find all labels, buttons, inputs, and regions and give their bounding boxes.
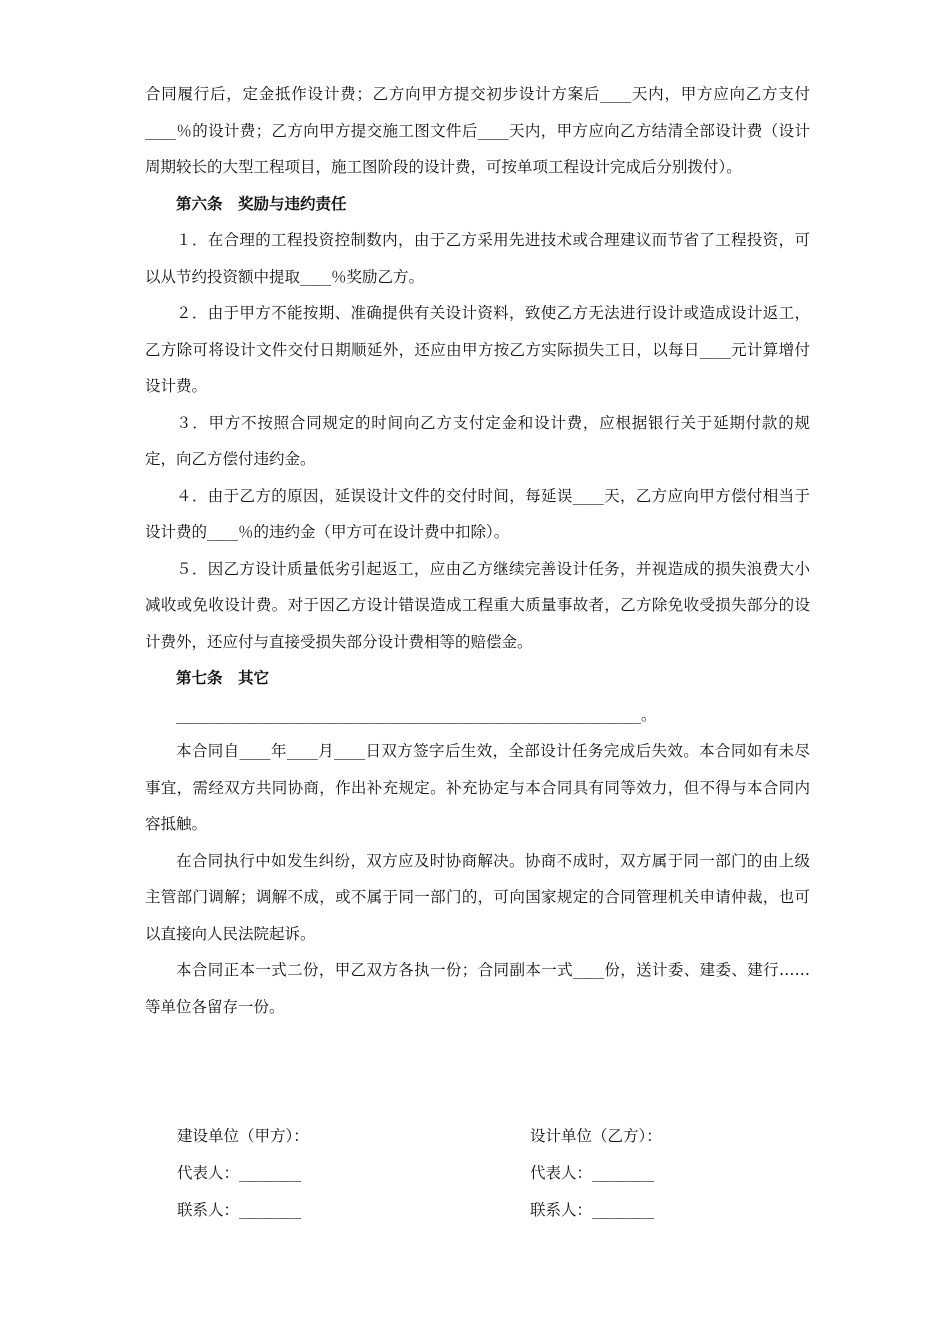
signature-row-unit bbox=[177, 1116, 777, 1153]
signature-row-contact bbox=[177, 1190, 777, 1227]
article-6-item-3: ３．甲方不按照合同规定的时间向乙方支付定金和设计费，应根据银行关于延期付款的规定，向乙方偿付违约金。 bbox=[145, 413, 810, 468]
effective-date-paragraph: 本合同自____年____月____日双方签字后生效，全部设计任务完成后失效。本合同如有未尽事宜，需经双方共同协商，作出补充规定。补充协定与本合同具有同等效力，但不得与本合同内容抵触。 bbox=[145, 742, 810, 833]
signature-row-representative bbox=[177, 1153, 777, 1190]
signature-block bbox=[177, 1116, 777, 1227]
party-b-unit-label: 设计单位（乙方）： bbox=[530, 1126, 662, 1145]
copies-paragraph: 本合同正本一式二份，甲乙双方各执一份；合同副本一式____份，送计委、建委、建行……等单位各留存一份。 bbox=[145, 961, 810, 1016]
article-6-item-4: ４．由于乙方的原因，延误设计文件的交付时间，每延误____天，乙方应向甲方偿付相当于设计费的____％的违约金（甲方可在设计费中扣除）。 bbox=[145, 486, 810, 541]
article-6-heading: 第六条 奖励与违约责任 bbox=[176, 194, 347, 213]
article-7-heading: 第七条 其它 bbox=[176, 669, 270, 687]
article-6-item-5: ５．因乙方设计质量低劣引起返工，应由乙方继续完善设计任务，并视造成的损失浪费大小减收或免收设计费。对于因乙方设计错误造成工程重大质量事故者，乙方除免收受损失部分的设计费外，还应付与直接受损失部分设计费相等的赔偿金。 bbox=[145, 559, 810, 651]
article-7-blank-line: ____________________________________________________________。 bbox=[176, 705, 657, 724]
payment-terms-paragraph: 合同履行后，定金抵作设计费；乙方向甲方提交初步设计方案后____天内，甲方应向乙方支付____％的设计费；乙方向甲方提交施工图文件后____天内，甲方应向乙方结清全部设计费（设计周期较长的大型工程项目，施工图阶段的设计费，可按单项工程设计完成后分别拨付）。 bbox=[145, 85, 810, 176]
contract-body bbox=[145, 76, 810, 1025]
party-b-representative: 代表人：________ bbox=[530, 1163, 655, 1182]
article-6-item-1: １．在合理的工程投资控制数内，由于乙方采用先进技术或合理建议而节省了工程投资，可以从节约投资额中提取____％奖励乙方。 bbox=[145, 231, 810, 286]
party-a-contact: 联系人：________ bbox=[177, 1200, 302, 1219]
party-a-unit-label: 建设单位（甲方）： bbox=[177, 1126, 309, 1145]
dispute-resolution-paragraph: 在合同执行中如发生纠纷，双方应及时协商解决。协商不成时，双方属于同一部门的由上级主管部门调解；调解不成，或不属于同一部门的，可向国家规定的合同管理机关申请仲裁，也可以直接向人民法院起诉。 bbox=[145, 851, 810, 943]
party-a-representative: 代表人：________ bbox=[177, 1163, 302, 1182]
article-6-item-2: ２．由于甲方不能按期、准确提供有关设计资料，致使乙方无法进行设计或造成设计返工，乙方除可将设计文件交付日期顺延外，还应由甲方按乙方实际损失工日，以每日____元计算增付设计费。 bbox=[145, 304, 810, 395]
party-b-contact: 联系人：________ bbox=[530, 1200, 655, 1219]
